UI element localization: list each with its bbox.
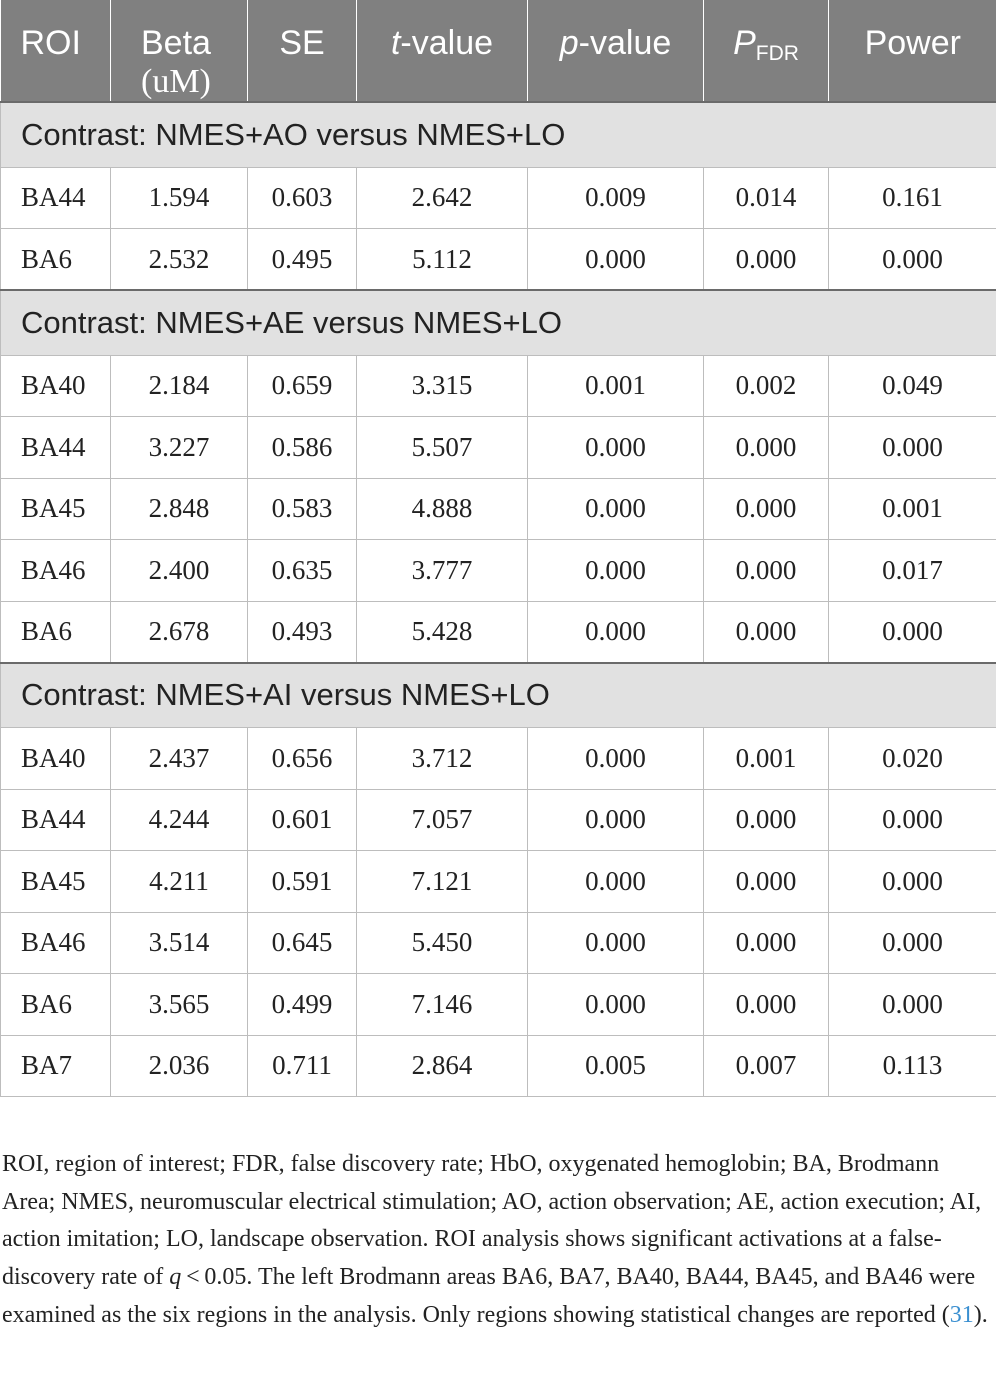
footnote-text-1: ROI, region of interest; FDR, false discovery rate; HbO, oxygenated hemoglobin; BA, Brodmann Area; NMES, neuromuscular electrical stimulation; AO, action observation; AE, action execution; AI, action imitation; LO, landscape observation. ROI analysis shows significant activations at a false-discovery rate of <box>2 1151 982 1291</box>
cell-roi: BA46 <box>1 540 111 602</box>
header-t-letter: t <box>390 24 401 62</box>
header-pfdr <box>704 0 829 102</box>
cell-roi: BA44 <box>1 417 111 479</box>
cell-se: 0.583 <box>248 478 357 540</box>
cell-pfdr: 0.000 <box>704 601 829 663</box>
cell-power: 0.113 <box>829 1035 996 1097</box>
cell-se: 0.603 <box>248 167 357 229</box>
header-beta <box>111 0 248 102</box>
cell-se: 0.659 <box>248 355 357 417</box>
footnote-q-variable: q <box>169 1264 182 1291</box>
cell-power: 0.000 <box>829 974 996 1036</box>
table-row <box>1 167 996 229</box>
cell-se: 0.635 <box>248 540 357 602</box>
cell-t-value: 5.507 <box>357 417 528 479</box>
cell-p-value: 0.009 <box>528 167 704 229</box>
header-p-value <box>528 0 704 102</box>
header-row <box>1 0 996 102</box>
cell-pfdr: 0.000 <box>704 851 829 913</box>
cell-pfdr: 0.007 <box>704 1035 829 1097</box>
table-row <box>1 417 996 479</box>
cell-pfdr: 0.002 <box>704 355 829 417</box>
cell-p-value: 0.005 <box>528 1035 704 1097</box>
cell-power: 0.000 <box>829 417 996 479</box>
cell-t-value: 3.712 <box>357 728 528 790</box>
table-footnote <box>2 1146 992 1335</box>
cell-se: 0.591 <box>248 851 357 913</box>
cell-p-value: 0.000 <box>528 851 704 913</box>
cell-power: 0.017 <box>829 540 996 602</box>
cell-p-value: 0.000 <box>528 728 704 790</box>
table-row <box>1 540 996 602</box>
cell-beta: 2.437 <box>111 728 248 790</box>
header-p-letter: p <box>559 24 579 62</box>
cell-se: 0.586 <box>248 417 357 479</box>
cell-roi: BA45 <box>1 478 111 540</box>
cell-beta: 3.514 <box>111 912 248 974</box>
cell-t-value: 7.057 <box>357 789 528 851</box>
cell-p-value: 0.000 <box>528 601 704 663</box>
header-beta-label: Beta <box>141 24 211 62</box>
cell-p-value: 0.000 <box>528 974 704 1036</box>
cell-beta: 2.036 <box>111 1035 248 1097</box>
cell-se: 0.495 <box>248 229 357 291</box>
cell-beta: 4.244 <box>111 789 248 851</box>
header-pfdr-main: P <box>733 24 756 62</box>
cell-power: 0.000 <box>829 789 996 851</box>
cell-p-value: 0.001 <box>528 355 704 417</box>
table-row <box>1 229 996 291</box>
cell-roi: BA46 <box>1 912 111 974</box>
section-title: Contrast: NMES+AO versus NMES+LO <box>1 102 996 167</box>
cell-beta: 3.565 <box>111 974 248 1036</box>
cell-power: 0.161 <box>829 167 996 229</box>
header-roi: ROI <box>1 0 111 102</box>
section-header-row <box>1 663 996 728</box>
footnote-text-3: ). <box>973 1301 988 1328</box>
cell-roi: BA6 <box>1 601 111 663</box>
cell-p-value: 0.000 <box>528 540 704 602</box>
table-row <box>1 851 996 913</box>
header-t-value <box>357 0 528 102</box>
cell-t-value: 3.777 <box>357 540 528 602</box>
cell-pfdr: 0.000 <box>704 229 829 291</box>
cell-power: 0.000 <box>829 229 996 291</box>
header-beta-unit: (uM) <box>141 63 211 100</box>
cell-beta: 2.184 <box>111 355 248 417</box>
cell-p-value: 0.000 <box>528 789 704 851</box>
cell-se: 0.711 <box>248 1035 357 1097</box>
cell-roi: BA44 <box>1 167 111 229</box>
cell-beta: 2.532 <box>111 229 248 291</box>
cell-se: 0.645 <box>248 912 357 974</box>
cell-roi: BA6 <box>1 229 111 291</box>
header-power: Power <box>829 0 996 102</box>
cell-se: 0.499 <box>248 974 357 1036</box>
cell-t-value: 5.450 <box>357 912 528 974</box>
cell-roi: BA6 <box>1 974 111 1036</box>
cell-beta: 1.594 <box>111 167 248 229</box>
cell-power: 0.049 <box>829 355 996 417</box>
cell-roi: BA45 <box>1 851 111 913</box>
cell-se: 0.656 <box>248 728 357 790</box>
table-row <box>1 912 996 974</box>
header-pfdr-sub: FDR <box>755 42 799 65</box>
cell-pfdr: 0.001 <box>704 728 829 790</box>
table-row <box>1 478 996 540</box>
cell-beta: 3.227 <box>111 417 248 479</box>
cell-roi: BA40 <box>1 355 111 417</box>
cell-t-value: 4.888 <box>357 478 528 540</box>
cell-t-value: 2.864 <box>357 1035 528 1097</box>
cell-p-value: 0.000 <box>528 912 704 974</box>
cell-pfdr: 0.000 <box>704 478 829 540</box>
table-row <box>1 728 996 790</box>
cell-roi: BA44 <box>1 789 111 851</box>
cell-pfdr: 0.000 <box>704 417 829 479</box>
cell-beta: 2.678 <box>111 601 248 663</box>
table-row <box>1 355 996 417</box>
cell-t-value: 2.642 <box>357 167 528 229</box>
header-t-rest: -value <box>400 24 494 62</box>
cell-p-value: 0.000 <box>528 417 704 479</box>
cell-pfdr: 0.000 <box>704 789 829 851</box>
cell-t-value: 3.315 <box>357 355 528 417</box>
table-body <box>1 102 996 1097</box>
cell-roi: BA7 <box>1 1035 111 1097</box>
table-row <box>1 1035 996 1097</box>
cell-p-value: 0.000 <box>528 478 704 540</box>
header-p-rest: -value <box>578 24 672 62</box>
cell-power: 0.020 <box>829 728 996 790</box>
cell-power: 0.000 <box>829 912 996 974</box>
cell-t-value: 7.121 <box>357 851 528 913</box>
cell-pfdr: 0.000 <box>704 540 829 602</box>
section-title: Contrast: NMES+AE versus NMES+LO <box>1 290 996 355</box>
cell-se: 0.601 <box>248 789 357 851</box>
reference-link[interactable]: 31 <box>949 1301 974 1328</box>
cell-power: 0.000 <box>829 851 996 913</box>
table-row <box>1 601 996 663</box>
cell-pfdr: 0.000 <box>704 974 829 1036</box>
section-header-row <box>1 102 996 167</box>
table-row <box>1 974 996 1036</box>
header-se: SE <box>248 0 357 102</box>
cell-roi: BA40 <box>1 728 111 790</box>
section-title: Contrast: NMES+AI versus NMES+LO <box>1 663 996 728</box>
table-row <box>1 789 996 851</box>
cell-p-value: 0.000 <box>528 229 704 291</box>
cell-se: 0.493 <box>248 601 357 663</box>
cell-t-value: 5.428 <box>357 601 528 663</box>
cell-beta: 2.848 <box>111 478 248 540</box>
cell-beta: 2.400 <box>111 540 248 602</box>
cell-t-value: 7.146 <box>357 974 528 1036</box>
footnote-text-2: < 0.05. The left Brodmann areas BA6, BA7, BA40, BA44, BA45, and BA46 were examined as the six regions in the analysis. Only regions showing statistical changes are reported ( <box>2 1264 976 1328</box>
cell-pfdr: 0.000 <box>704 912 829 974</box>
section-header-row <box>1 290 996 355</box>
cell-power: 0.001 <box>829 478 996 540</box>
cell-pfdr: 0.014 <box>704 167 829 229</box>
cell-beta: 4.211 <box>111 851 248 913</box>
cell-power: 0.000 <box>829 601 996 663</box>
cell-t-value: 5.112 <box>357 229 528 291</box>
